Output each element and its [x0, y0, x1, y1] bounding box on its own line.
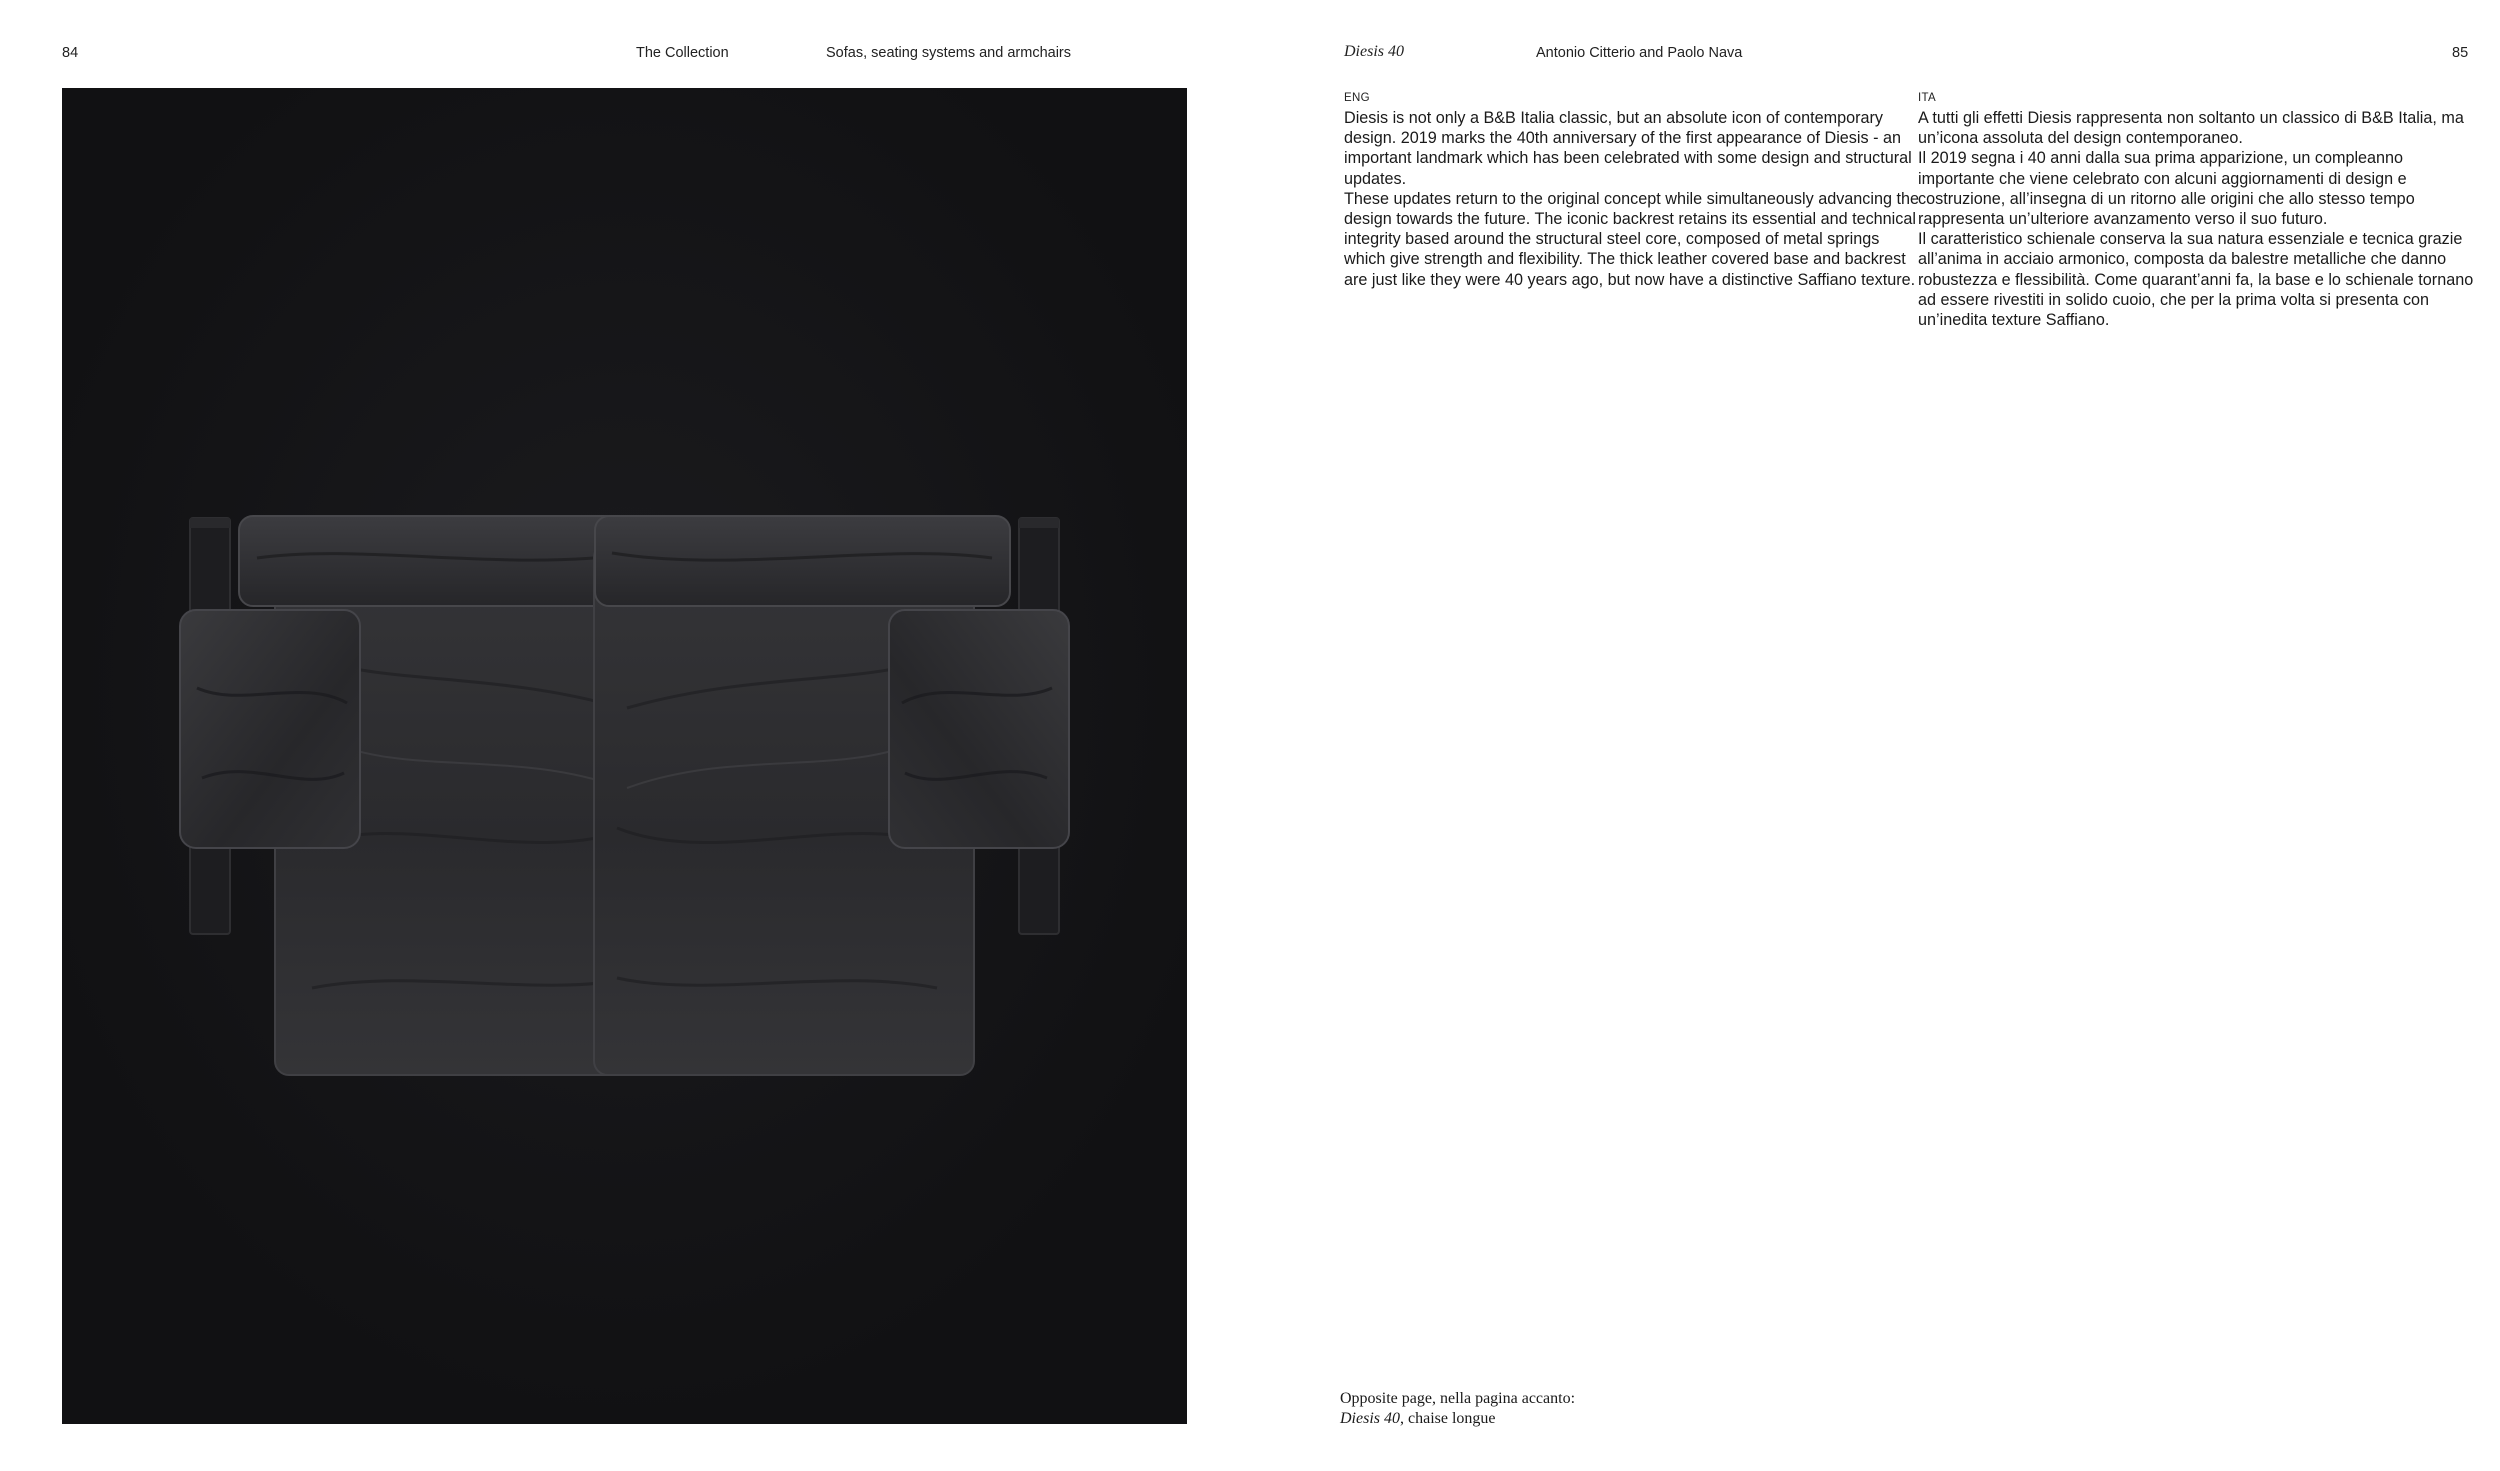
eng-paragraph: These updates return to the original concept while simultaneously advancing the design towards the future. The iconic backrest retains its essential and technical integrity based around the structural steel core, composed of metal springs which give strength and flexibility. The thick leather covered base and backrest are just like they were 40 years ago, but now have a distinctive Saffiano texture.: [1344, 189, 1920, 289]
caption-product: Diesis 40: [1340, 1410, 1400, 1427]
english-column: [1344, 90, 1924, 290]
photo-caption: [1340, 1389, 1575, 1429]
section-title: The Collection: [636, 45, 729, 61]
subsection-title: Sofas, seating systems and armchairs: [826, 45, 1071, 61]
ita-paragraph: Il 2019 segna i 40 anni dalla sua prima apparizione, un compleanno importante che viene celebrato con alcuni aggiornamenti di design e costruzione, all’insegna di un ritorno alle origini che allo stesso tempo rappresenta un’ulteriore avanzamento verso il suo futuro.: [1918, 149, 2415, 229]
left-page-number: 84: [62, 45, 79, 61]
chaise-longue-illustration: [62, 88, 1187, 1424]
eng-label: ENG: [1344, 92, 1370, 104]
product-title: Diesis 40: [1344, 43, 1404, 60]
caption-description: , chaise longue: [1400, 1410, 1496, 1427]
designers: Antonio Citterio and Paolo Nava: [1536, 45, 1743, 61]
caption-line-2: [1340, 1409, 1575, 1429]
right-page-number: 85: [2452, 45, 2469, 61]
product-photo: [62, 88, 1187, 1424]
eng-paragraph: Diesis is not only a B&B Italia classic, but an absolute icon of contemporary design. 2019 marks the 40th anniversary of the first appearance of Diesis - an important landmark which has been celebrated with some design and structural updates.: [1344, 109, 1912, 188]
ita-paragraph: A tutti gli effetti Diesis rappresenta non soltanto un classico di B&B Italia, ma un’icona assoluta del design contemporaneo.: [1918, 109, 2464, 148]
ita-paragraph: Il caratteristico schienale conserva la sua natura essenziale e tecnica grazie all’anima in acciaio armonico, composta da balestre metalliche che danno robustezza e flessibilità. Come quarant’anni fa, la base e lo schienale tornano ad essere rivestiti in solido cuoio, che per la prima volta si presenta con un’inedita texture Saffiano.: [1918, 230, 2474, 330]
italian-column: [1918, 90, 2478, 330]
ita-label: ITA: [1918, 92, 1936, 104]
caption-line-1: Opposite page, nella pagina accanto:: [1340, 1390, 1576, 1407]
